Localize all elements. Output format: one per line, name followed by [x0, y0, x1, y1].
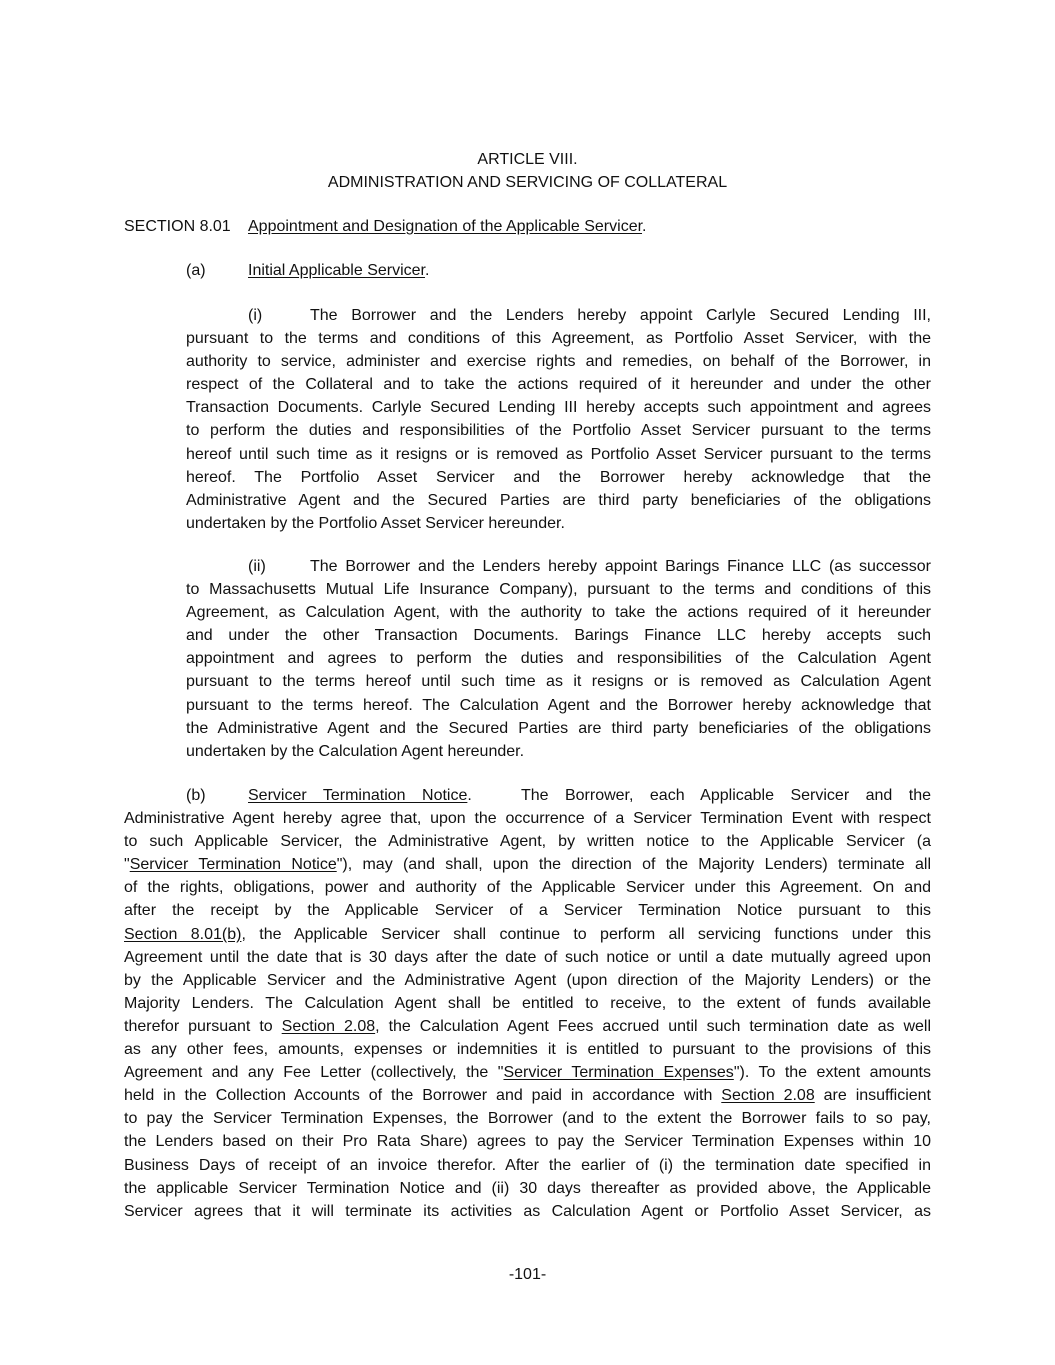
subsection-b-line: after the receipt by the Applicable Servicer of a Servicer Termination Notice pursuant to this	[124, 902, 931, 920]
clause-i-line: The Borrower and the Lenders hereby appoint Carlyle Secured Lending III,	[310, 307, 931, 324]
page-number: -101-	[508, 1266, 547, 1283]
clause-i-line: hereof. The Portfolio Asset Servicer and the Borrower hereby acknowledge that the	[186, 468, 931, 486]
subsection-b-paragraph	[124, 784, 931, 1223]
subsection-a-label: (a)	[186, 262, 206, 279]
clause-ii-line: the Administrative Agent and the Secured Parties are third party beneficiaries of the obligations	[186, 719, 931, 737]
clause-ii-label: (ii)	[248, 558, 266, 575]
clause-ii-line: to Massachusetts Mutual Life Insurance Company), pursuant to the terms and conditions of this	[186, 581, 931, 599]
subsection-b-line: Agreement until the date that is 30 days after the date of such notice or until a date mutually agreed upon	[124, 948, 931, 966]
clause-i-paragraph	[186, 304, 931, 535]
clause-ii-line: Agreement, as Calculation Agent, with the authority to take the actions required of it hereunder	[186, 604, 931, 622]
defined-term: Servicer Termination Expenses	[503, 1064, 734, 1082]
subsection-b-line: as any other fees, amounts, expenses or indemnities it is entitled to pursuant to the provisions of this	[124, 1041, 931, 1059]
clause-ii-line: and under the other Transaction Documents. Barings Finance LLC hereby accepts such	[186, 627, 931, 645]
subsection-b-line: Administrative Agent hereby agree that, upon the occurrence of a Servicer Termination Event with respect	[124, 810, 931, 828]
clause-i-line: Administrative Agent and the Secured Parties are third party beneficiaries of the obligations	[186, 491, 931, 509]
clause-i-line: to perform the duties and responsibilities of the Portfolio Asset Servicer pursuant to the terms	[186, 422, 931, 440]
clause-i-line: undertaken by the Portfolio Asset Servicer hereunder.	[186, 514, 565, 532]
subsection-b-line: Agreement and any Fee Letter (collectively, the "Servicer Termination Expenses"). To the extent amounts	[124, 1064, 931, 1082]
subsection-b-line: to pay the Servicer Termination Expenses, the Borrower (and to the extent the Borrower fails to so pay,	[124, 1110, 931, 1128]
clause-ii-line: The Borrower and the Lenders hereby appoint Barings Finance LLC (as successor	[310, 558, 931, 575]
clause-ii-line: appointment and agrees to perform the duties and responsibilities of the Calculation Agent	[186, 650, 931, 668]
subsection-b-line: Servicer agrees that it will terminate its activities as Calculation Agent or Portfolio Asset Servicer, as	[124, 1202, 931, 1220]
section-heading-text: Appointment and Designation of the Applicable Servicer	[248, 218, 643, 235]
clause-i-label: (i)	[248, 307, 263, 324]
subsection-b-line: therefor pursuant to Section 2.08, the Calculation Agent Fees accrued until such termination date as well	[124, 1017, 932, 1035]
clause-ii-line: undertaken by the Calculation Agent hereunder.	[186, 742, 525, 760]
subsection-b-line: to such Applicable Servicer, the Administrative Agent, by written notice to the Applicable Servicer (a	[124, 833, 931, 851]
subsection-b-line: of the rights, obligations, power and authority of the Applicable Servicer under this Agreement. On and	[124, 879, 931, 897]
subsection-b-heading: Servicer Termination Notice	[248, 787, 468, 804]
subsection-b-label: (b)	[186, 787, 206, 804]
section-reference: Section 2.08	[281, 1017, 376, 1035]
section-reference: Section 2.08	[721, 1087, 815, 1105]
subsection-b-line: Servicer Termination Notice. The Borrower, each Applicable Servicer and the	[248, 787, 932, 804]
section-reference: Section 8.01(b)	[124, 925, 242, 943]
clause-i-line: pursuant to the terms and conditions of this Agreement, as Portfolio Asset Servicer, with the	[186, 330, 931, 348]
clause-ii-line: pursuant to the terms hereof. The Calculation Agent and the Borrower hereby acknowledge that	[186, 696, 931, 714]
section-heading: Appointment and Designation of the Applicable Servicer.	[248, 218, 647, 235]
clause-i-line: authority to service, administer and exercise rights and remedies, on behalf of the Borrower, in	[186, 353, 931, 371]
clause-i-line: respect of the Collateral and to take the actions required of it hereunder and under the other	[186, 376, 931, 394]
clause-i-line: hereof until such time as it resigns or is removed as Portfolio Asset Servicer pursuant to the terms	[186, 445, 931, 463]
subsection-a-heading-text: Initial Applicable Servicer	[248, 262, 425, 279]
subsection-b-line: the applicable Servicer Termination Notice and (ii) 30 days thereafter as provided above, the Applicable	[124, 1179, 931, 1197]
article-number: ARTICLE VIII.	[477, 151, 578, 168]
clause-i-line: Transaction Documents. Carlyle Secured Lending III hereby accepts such appointment and agrees	[186, 399, 931, 417]
clause-ii-line: pursuant to the terms hereof until such time as it resigns or is removed as Calculation Agent	[186, 673, 931, 691]
subsection-b-line: the Lenders based on their Pro Rata Share) agrees to pay the Servicer Termination Expenses within 10	[124, 1133, 931, 1151]
subsection-b-line: Section 8.01(b), the Applicable Servicer shall continue to perform all servicing functions under this	[124, 925, 931, 943]
subsection-b-line: Majority Lenders. The Calculation Agent shall be entitled to receive, to the extent of funds available	[124, 994, 931, 1012]
subsection-b-line: "Servicer Termination Notice"), may (and shall, upon the direction of the Majority Lenders) terminate all	[124, 856, 931, 874]
clause-ii-paragraph	[186, 555, 931, 763]
section-number: SECTION 8.01	[124, 218, 231, 235]
subsection-b-line: Business Days of receipt of an invoice therefor. After the earlier of (i) the termination date specified in	[124, 1156, 931, 1174]
defined-term: Servicer Termination Notice	[129, 856, 337, 874]
subsection-b-line: by the Applicable Servicer and the Administrative Agent (upon direction of the Majority Lenders) or the	[124, 971, 931, 989]
subsection-a-heading: Initial Applicable Servicer.	[248, 262, 430, 279]
article-title: ADMINISTRATION AND SERVICING OF COLLATERAL	[327, 174, 728, 191]
subsection-b-line: held in the Collection Accounts of the Borrower and paid in accordance with Section 2.08 are insufficient	[124, 1087, 932, 1105]
